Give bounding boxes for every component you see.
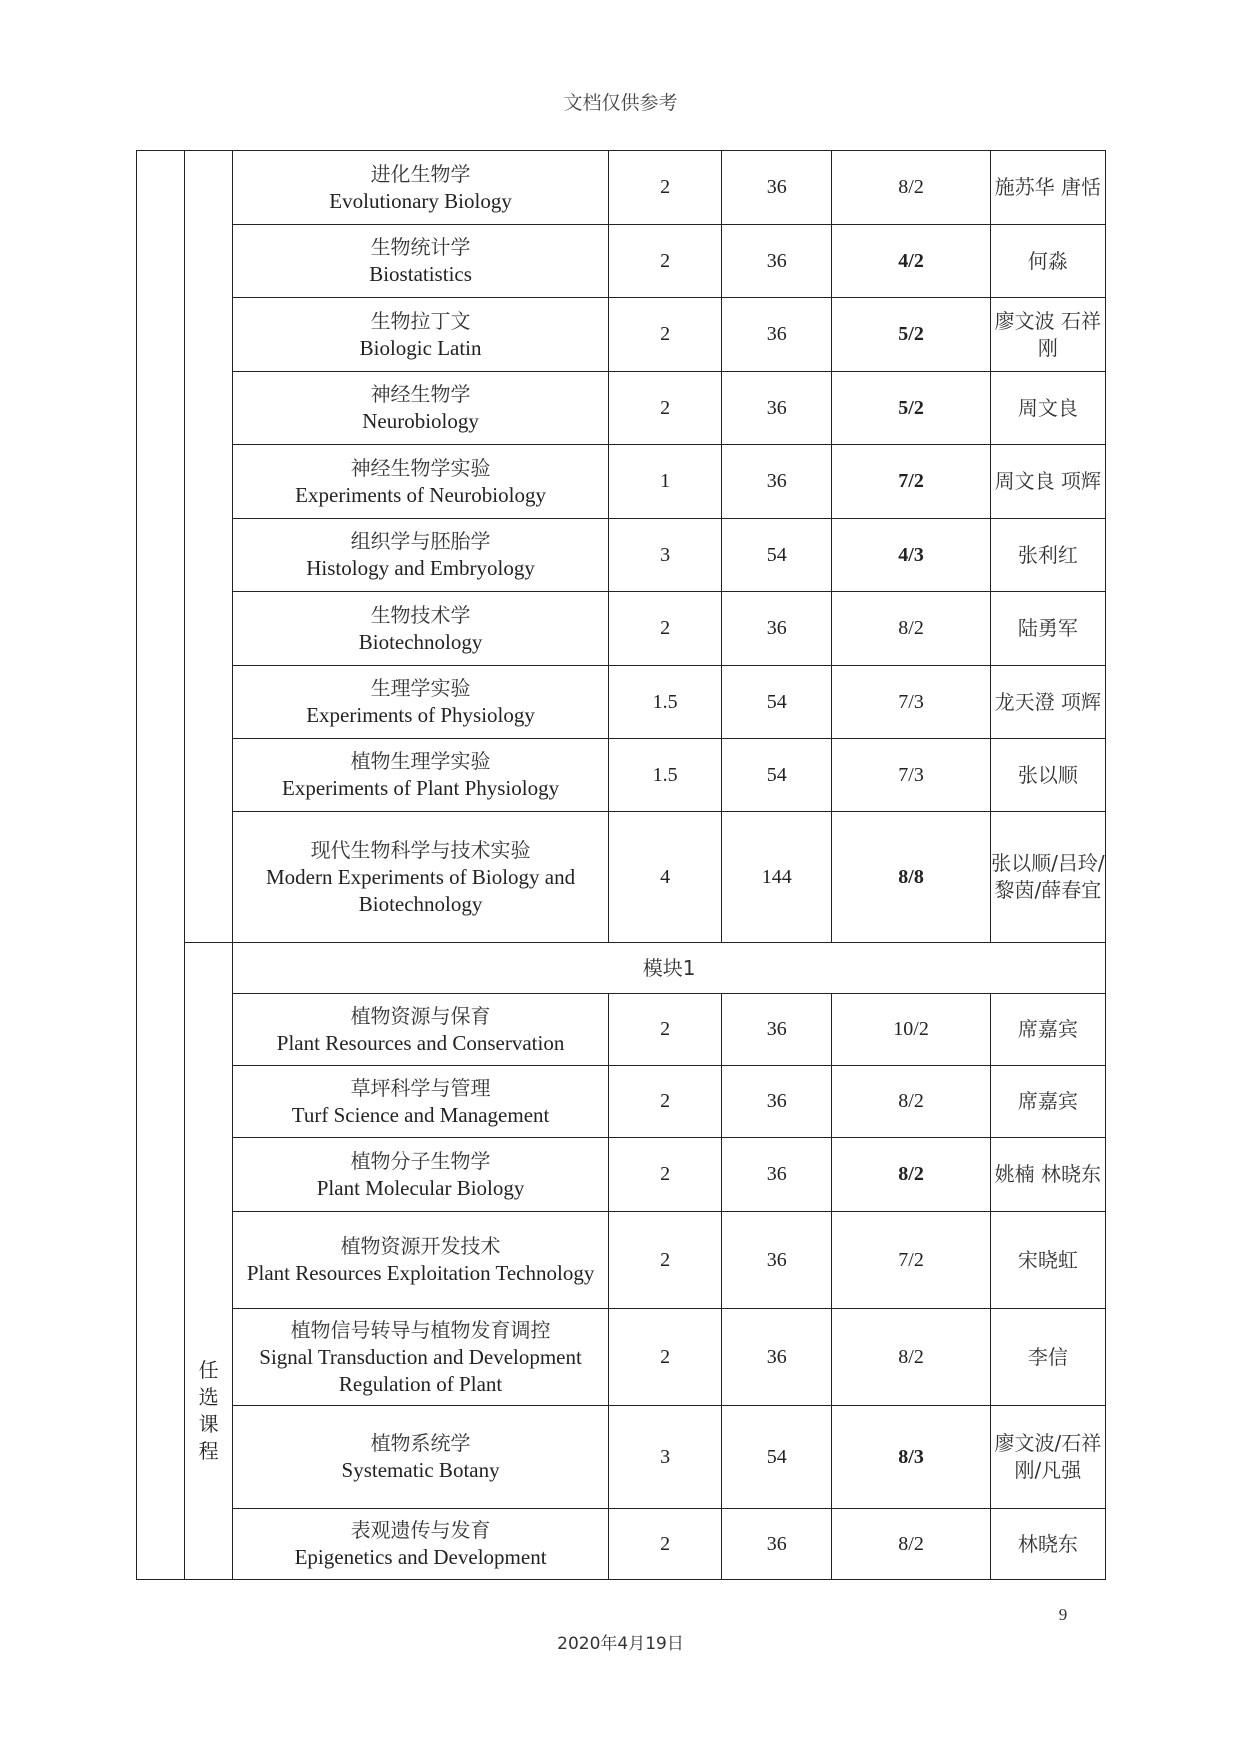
table-row bbox=[137, 519, 1106, 592]
table-row bbox=[137, 666, 1106, 739]
course-name-en: Evolutionary Biology bbox=[329, 188, 512, 213]
course-table bbox=[136, 150, 1106, 1580]
semester-cell: 8/2 bbox=[832, 1138, 990, 1212]
course-name-en: Neurobiology bbox=[362, 409, 479, 433]
module-label: 模块1 bbox=[233, 943, 1106, 994]
teacher-cell: 施苏华 唐恬 bbox=[990, 151, 1105, 225]
credits-cell: 2 bbox=[608, 225, 721, 298]
course-name-cell bbox=[233, 1066, 609, 1138]
course-name-zh: 神经生物学实验 bbox=[350, 455, 491, 480]
course-name-cell bbox=[233, 994, 609, 1066]
hours-cell: 36 bbox=[722, 1138, 832, 1212]
hours-cell: 54 bbox=[722, 1406, 832, 1509]
required-category-cell bbox=[185, 151, 233, 943]
hours-cell: 36 bbox=[722, 151, 832, 225]
semester-cell: 7/2 bbox=[832, 1212, 990, 1309]
credits-cell: 3 bbox=[608, 1406, 721, 1509]
credits-cell: 2 bbox=[608, 994, 721, 1066]
course-name-zh: 植物分子生物学 bbox=[350, 1148, 491, 1173]
hours-cell: 36 bbox=[722, 1212, 832, 1309]
table-row bbox=[137, 739, 1106, 812]
course-name-cell bbox=[233, 151, 609, 225]
teacher-cell: 李信 bbox=[990, 1309, 1105, 1406]
hours-cell: 36 bbox=[722, 298, 832, 372]
course-name-zh: 进化生物学 bbox=[370, 161, 471, 186]
hours-cell: 54 bbox=[722, 666, 832, 739]
credits-cell: 2 bbox=[608, 1509, 721, 1580]
module-row bbox=[137, 943, 1106, 994]
course-name-cell bbox=[233, 739, 609, 812]
course-name-zh: 神经生物学 bbox=[370, 382, 471, 406]
footer-date: 2020年4月19日 bbox=[557, 1634, 684, 1654]
semester-cell: 5/2 bbox=[832, 298, 990, 372]
course-name-zh: 植物资源与保育 bbox=[350, 1003, 491, 1028]
course-name-zh: 生理学实验 bbox=[370, 676, 471, 700]
elective-category-cell bbox=[185, 943, 233, 1580]
credits-cell: 2 bbox=[608, 592, 721, 666]
table-row bbox=[137, 592, 1106, 666]
course-name-en: Plant Resources Exploitation Technology bbox=[246, 1261, 595, 1285]
course-name-en: Histology and Embryology bbox=[306, 556, 535, 580]
credits-cell: 1.5 bbox=[608, 666, 721, 739]
hours-cell: 54 bbox=[722, 519, 832, 592]
course-name-en: Experiments of Physiology bbox=[306, 703, 535, 727]
semester-cell: 8/2 bbox=[832, 1066, 990, 1138]
semester-cell: 4/3 bbox=[832, 519, 990, 592]
teacher-cell: 张以顺/吕玲/黎茵/薛春宜 bbox=[990, 812, 1105, 943]
course-name-zh: 草坪科学与管理 bbox=[350, 1075, 491, 1100]
credits-cell: 2 bbox=[608, 1066, 721, 1138]
course-name-zh: 现代生物科学与技术实验 bbox=[310, 837, 531, 862]
credits-cell: 2 bbox=[608, 1212, 721, 1309]
table-row bbox=[137, 1066, 1106, 1138]
teacher-cell: 廖文波/石祥刚/凡强 bbox=[990, 1406, 1105, 1509]
course-name-cell bbox=[233, 592, 609, 666]
teacher-cell: 林晓东 bbox=[990, 1509, 1105, 1580]
table-row bbox=[137, 1309, 1106, 1406]
semester-cell: 5/2 bbox=[832, 372, 990, 445]
table-row bbox=[137, 151, 1106, 225]
table-row bbox=[137, 812, 1106, 943]
teacher-cell: 龙天澄 项辉 bbox=[990, 666, 1105, 739]
course-name-cell bbox=[233, 1309, 609, 1406]
course-name-en: Turf Science and Management bbox=[291, 1102, 550, 1127]
credits-cell: 2 bbox=[608, 298, 721, 372]
credits-cell: 2 bbox=[608, 151, 721, 225]
semester-cell: 8/3 bbox=[832, 1406, 990, 1509]
table-row bbox=[137, 994, 1106, 1066]
table-row bbox=[137, 1406, 1106, 1509]
hours-cell: 144 bbox=[722, 812, 832, 943]
elective-category-label: 任选课程 bbox=[198, 1358, 219, 1463]
credits-cell: 2 bbox=[608, 1138, 721, 1212]
hours-cell: 36 bbox=[722, 994, 832, 1066]
page-header: 文档仅供参考 bbox=[563, 92, 678, 114]
teacher-cell: 廖文波 石祥刚 bbox=[990, 298, 1105, 372]
table-row bbox=[137, 1509, 1106, 1580]
teacher-cell: 张以顺 bbox=[990, 739, 1105, 812]
page-number: 9 bbox=[1058, 1605, 1068, 1624]
course-name-en: Biologic Latin bbox=[359, 335, 482, 360]
semester-cell: 4/2 bbox=[832, 225, 990, 298]
course-name-cell bbox=[233, 1509, 609, 1580]
hours-cell: 36 bbox=[722, 372, 832, 445]
hours-cell: 36 bbox=[722, 225, 832, 298]
course-name-zh: 生物统计学 bbox=[370, 235, 471, 259]
teacher-cell: 周文良 bbox=[990, 372, 1105, 445]
course-name-cell bbox=[233, 1212, 609, 1309]
course-name-zh: 植物系统学 bbox=[370, 1431, 471, 1455]
hours-cell: 36 bbox=[722, 445, 832, 519]
teacher-cell: 何淼 bbox=[990, 225, 1105, 298]
course-name-en: Biostatistics bbox=[369, 262, 472, 286]
course-name-en: Biotechnology bbox=[358, 629, 483, 654]
table-row bbox=[137, 1138, 1106, 1212]
teacher-cell: 张利红 bbox=[990, 519, 1105, 592]
semester-cell: 7/3 bbox=[832, 739, 990, 812]
course-name-cell bbox=[233, 445, 609, 519]
table-row bbox=[137, 372, 1106, 445]
hours-cell: 36 bbox=[722, 592, 832, 666]
course-name-cell bbox=[233, 1406, 609, 1509]
credits-cell: 4 bbox=[608, 812, 721, 943]
course-name-en: Experiments of Neurobiology bbox=[295, 482, 546, 507]
table-row bbox=[137, 1212, 1106, 1309]
course-name-en: Experiments of Plant Physiology bbox=[282, 776, 560, 800]
course-name-zh: 植物信号转导与植物发育调控 bbox=[290, 1317, 551, 1342]
credits-cell: 1.5 bbox=[608, 739, 721, 812]
course-name-cell bbox=[233, 666, 609, 739]
semester-cell: 10/2 bbox=[832, 994, 990, 1066]
teacher-cell: 姚楠 林晓东 bbox=[990, 1138, 1105, 1212]
outer-category-cell bbox=[137, 151, 185, 1580]
course-name-en: Plant Molecular Biology bbox=[316, 1175, 525, 1200]
semester-cell: 8/2 bbox=[832, 151, 990, 225]
course-name-zh: 组织学与胚胎学 bbox=[350, 529, 491, 553]
credits-cell: 3 bbox=[608, 519, 721, 592]
teacher-cell: 宋晓虹 bbox=[990, 1212, 1105, 1309]
teacher-cell: 陆勇军 bbox=[990, 592, 1105, 666]
course-name-zh: 表观遗传与发育 bbox=[350, 1518, 491, 1542]
semester-cell: 8/2 bbox=[832, 1509, 990, 1580]
course-name-cell bbox=[233, 519, 609, 592]
hours-cell: 36 bbox=[722, 1309, 832, 1406]
course-name-cell bbox=[233, 298, 609, 372]
course-name-zh: 生物技术学 bbox=[370, 602, 471, 627]
course-name-cell bbox=[233, 812, 609, 943]
course-name-cell bbox=[233, 1138, 609, 1212]
teacher-cell: 席嘉宾 bbox=[990, 1066, 1105, 1138]
semester-cell: 8/2 bbox=[832, 592, 990, 666]
course-name-en: Modern Experiments of Biology and Biotechnology bbox=[266, 864, 576, 916]
hours-cell: 54 bbox=[722, 739, 832, 812]
table-row bbox=[137, 298, 1106, 372]
table-row bbox=[137, 445, 1106, 519]
course-name-en: Epigenetics and Development bbox=[294, 1545, 547, 1569]
semester-cell: 7/2 bbox=[832, 445, 990, 519]
hours-cell: 36 bbox=[722, 1066, 832, 1138]
course-name-en: Signal Transduction and Development Regulation of Plant bbox=[259, 1344, 582, 1396]
semester-cell: 8/2 bbox=[832, 1309, 990, 1406]
table-row bbox=[137, 225, 1106, 298]
course-name-en: Systematic Botany bbox=[341, 1458, 500, 1482]
teacher-cell: 席嘉宾 bbox=[990, 994, 1105, 1066]
course-name-cell bbox=[233, 225, 609, 298]
course-name-zh: 植物生理学实验 bbox=[350, 749, 491, 773]
credits-cell: 1 bbox=[608, 445, 721, 519]
course-name-cell bbox=[233, 372, 609, 445]
course-name-en: Plant Resources and Conservation bbox=[276, 1030, 565, 1055]
semester-cell: 7/3 bbox=[832, 666, 990, 739]
hours-cell: 36 bbox=[722, 1509, 832, 1580]
course-name-zh: 植物资源开发技术 bbox=[340, 1234, 501, 1258]
course-name-zh: 生物拉丁文 bbox=[370, 308, 471, 333]
semester-cell: 8/8 bbox=[832, 812, 990, 943]
teacher-cell: 周文良 项辉 bbox=[990, 445, 1105, 519]
credits-cell: 2 bbox=[608, 1309, 721, 1406]
credits-cell: 2 bbox=[608, 372, 721, 445]
